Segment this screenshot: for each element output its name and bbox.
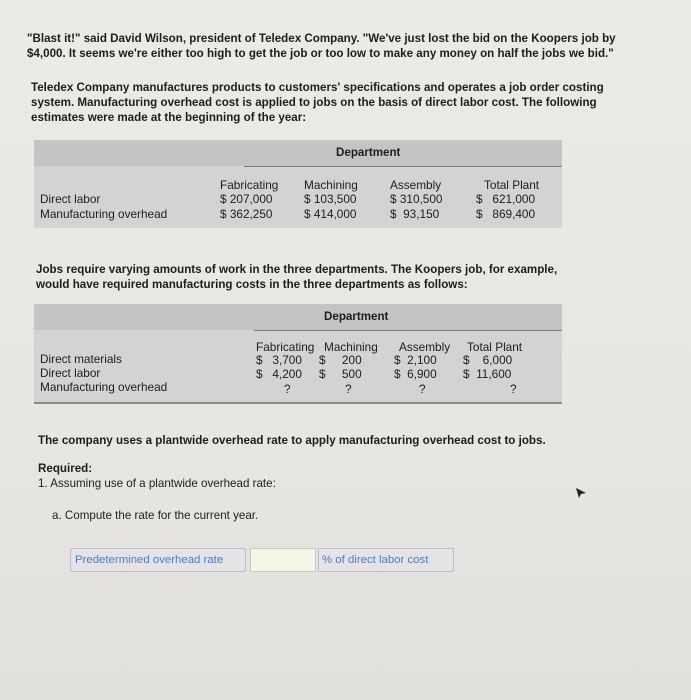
intro-line-2: $4,000. It seems we're either too high to get the job or too low to make any money on half the jobs we bid.": [27, 47, 614, 60]
col-total-plant: Total Plant: [467, 340, 523, 354]
col-machining: Machining: [304, 178, 358, 192]
cell: $ 2,100: [394, 353, 437, 367]
required-sub-a: a. Compute the rate for the current year.: [52, 509, 259, 522]
cell: $ 200: [319, 353, 362, 367]
background-line-3: estimates were made at the beginning of the year:: [31, 111, 307, 124]
cell: ?: [345, 382, 352, 396]
cell: $ 103,500: [304, 192, 357, 206]
row-label-direct-labor: Direct labor: [40, 192, 101, 206]
col-machining: Machining: [324, 340, 378, 354]
estimates-table: [34, 140, 562, 228]
cell: $ 621,000: [476, 192, 536, 206]
cell: ?: [510, 382, 517, 396]
row-label-manufacturing-overhead: Manufacturing overhead: [40, 207, 168, 221]
table-bottom-rule: [34, 402, 562, 404]
answer-row: [70, 548, 454, 574]
cell: ?: [419, 382, 426, 396]
koopers-job-table: [34, 304, 562, 404]
cell: $ 6,000: [463, 353, 513, 367]
col-assembly: Assembly: [390, 178, 442, 192]
cell: $ 414,000: [304, 207, 357, 221]
predetermined-rate-label: Predetermined overhead rate: [70, 548, 246, 572]
table-header-bar: [34, 304, 562, 330]
predetermined-rate-input[interactable]: [250, 548, 316, 572]
cursor-arrow-icon: [574, 486, 588, 500]
header-rule: [244, 166, 562, 167]
background-line-2: system. Manufacturing overhead cost is applied to jobs on the basis of direct labor cost. The following: [31, 96, 597, 109]
rate-unit-label: % of direct labor cost: [318, 548, 454, 572]
col-total-plant: Total Plant: [484, 178, 540, 192]
table-header-bar: [34, 140, 562, 166]
required-heading: Required:: [38, 462, 93, 475]
col-fabricating: Fabricating: [220, 178, 279, 192]
col-assembly: Assembly: [399, 340, 451, 354]
cell: $ 93,150: [390, 207, 440, 221]
plantwide-text: The company uses a plantwide overhead rate to apply manufacturing overhead cost to jobs.: [38, 434, 546, 447]
cell: $ 869,400: [476, 207, 536, 221]
jobs-line-1: Jobs require varying amounts of work in the three departments. The Koopers job, for example,: [36, 263, 558, 276]
cell: ?: [284, 382, 291, 396]
department-header: Department: [336, 146, 401, 159]
cell: $ 3,700: [256, 353, 302, 367]
jobs-line-2: would have required manufacturing costs in the three departments as follows:: [36, 278, 468, 291]
department-header: Department: [324, 310, 389, 323]
row-label-manufacturing-overhead: Manufacturing overhead: [40, 380, 168, 394]
cell: $ 500: [319, 367, 362, 381]
cell: $ 4,200: [256, 367, 302, 381]
cell: $ 207,000: [220, 192, 273, 206]
cell: $ 6,900: [394, 367, 437, 381]
header-rule: [254, 330, 562, 331]
row-label-direct-labor: Direct labor: [40, 366, 101, 380]
required-item-1: 1. Assuming use of a plantwide overhead rate:: [38, 477, 276, 490]
row-label-direct-materials: Direct materials: [40, 352, 122, 366]
intro-line-1: "Blast it!" said David Wilson, president of Teledex Company. "We've just lost the bid on the Koopers job by: [27, 32, 616, 45]
background-line-1: Teledex Company manufactures products to customers' specifications and operates a job order costing: [31, 81, 604, 94]
cell: $ 310,500: [390, 192, 443, 206]
col-fabricating: Fabricating: [256, 340, 315, 354]
cell: $ 362,250: [220, 207, 273, 221]
cell: $ 11,600: [463, 367, 512, 381]
